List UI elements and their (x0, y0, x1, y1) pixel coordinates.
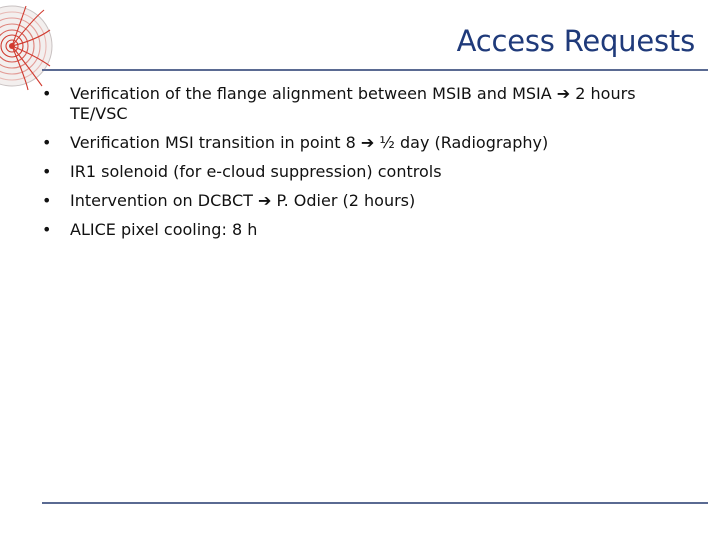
bullet-item (40, 133, 680, 153)
slide-title: Access Requests (456, 24, 695, 58)
bullet-item (40, 191, 680, 211)
bullet-item (40, 84, 680, 124)
bullet-item (40, 220, 680, 240)
bullet-dot-icon: • (42, 162, 52, 181)
bullet-text: IR1 solenoid (for e-cloud suppression) controls (70, 162, 442, 181)
bullet-dot-icon: • (42, 133, 52, 152)
bullet-dot-icon: • (42, 84, 52, 103)
bullet-dot-icon: • (42, 191, 52, 210)
bullet-text: ALICE pixel cooling: 8 h (70, 220, 258, 239)
bullet-text: Verification MSI transition in point 8 ➔ ½ day (Radiography) (70, 133, 549, 152)
title-divider (42, 69, 708, 71)
bullet-text: Intervention on DCBCT ➔ P. Odier (2 hours) (70, 191, 416, 210)
bullet-item (40, 162, 680, 182)
bullet-list (40, 84, 680, 249)
cern-lhc-logo-icon (0, 0, 54, 92)
footer-divider (42, 502, 708, 504)
bullet-dot-icon: • (42, 220, 52, 239)
bullet-text: Verification of the flange alignment between MSIB and MSIA ➔ 2 hours TE/VSC (70, 84, 636, 123)
